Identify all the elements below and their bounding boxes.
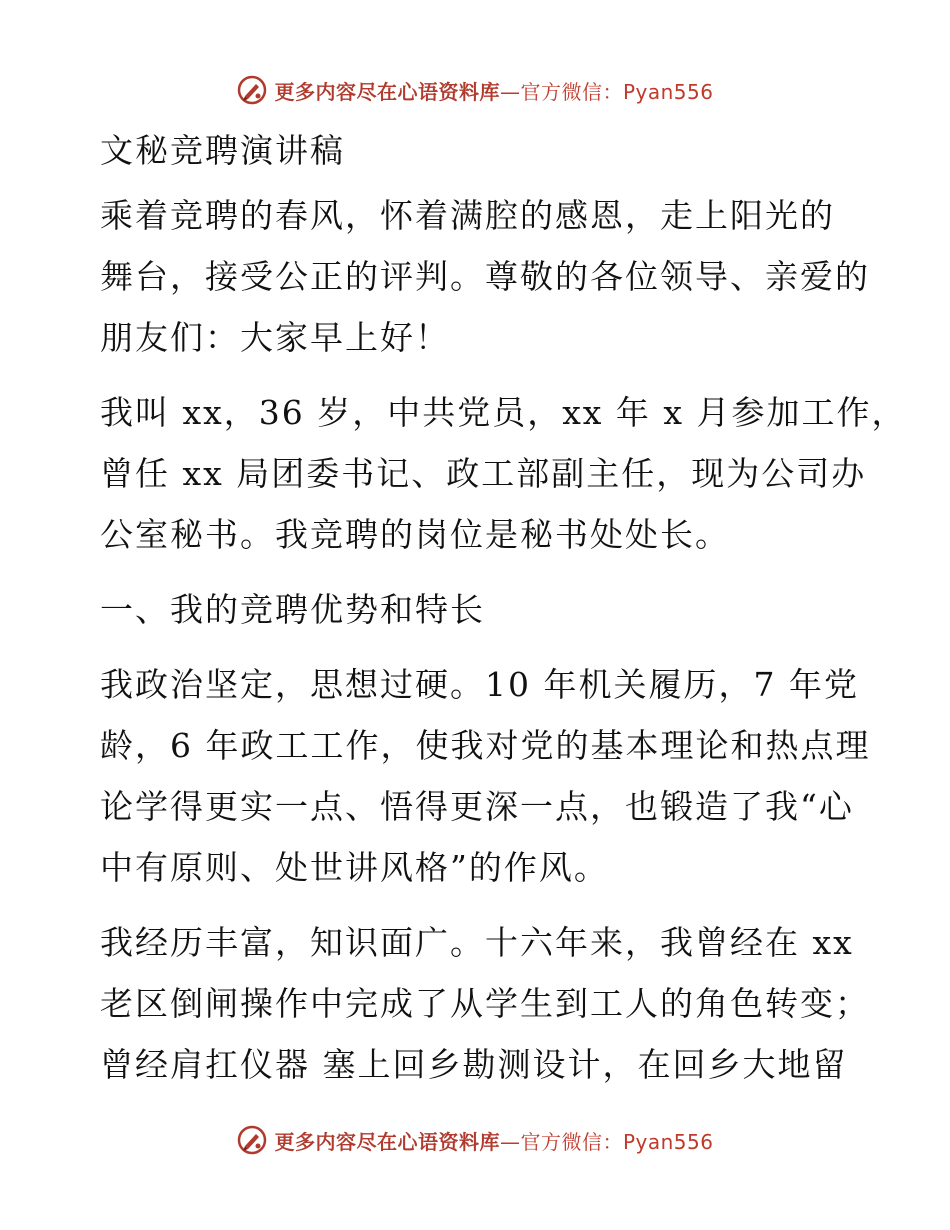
text-line: 曾任 xx 局团委书记、政工部副主任，现为公司办 xyxy=(100,454,867,493)
document-title: 文秘竞聘演讲稿 xyxy=(100,131,345,170)
paragraph-experience xyxy=(100,912,870,1095)
text-line: 一、我的竞聘优势和特长 xyxy=(100,590,485,629)
text-line: 乘着竞聘的春风，怀着满腔的感恩，走上阳光的 xyxy=(100,196,835,235)
pen-logo-icon xyxy=(236,74,268,106)
document-body xyxy=(100,120,907,1109)
footer-watermark xyxy=(0,1120,950,1160)
text-line: 龄，6 年政工工作，使我对党的基本理论和热点理 xyxy=(100,726,871,765)
section-heading xyxy=(100,579,840,640)
text-line: 我经历丰富，知识面广。十六年来，我曾经在 xx xyxy=(100,923,854,962)
paragraph-greeting xyxy=(100,185,870,368)
paragraph-political xyxy=(100,654,871,898)
watermark-brand: 更多内容尽在心语资料库 xyxy=(274,79,500,104)
text-line: 我叫 xx，36 岁，中共党员，xx 年 x 月参加工作， xyxy=(100,393,907,432)
paragraph-introduction xyxy=(100,382,907,565)
header-watermark-text xyxy=(274,76,713,105)
text-line: 中有原则、处世讲风格”的作风。 xyxy=(100,848,609,887)
text-line: 朋友们：大家早上好！ xyxy=(100,318,450,357)
text-line: 曾经肩扛仪器 塞上回乡勘测设计，在回乡大地留 xyxy=(100,1045,848,1084)
pen-logo-icon xyxy=(236,1124,268,1156)
text-line: 论学得更实一点、悟得更深一点，也锻造了我“心 xyxy=(100,787,854,826)
text-line: 公室秘书。我竞聘的岗位是秘书处处长。 xyxy=(100,515,730,554)
text-line: 我政治坚定，思想过硬。10 年机关履历，7 年党 xyxy=(100,665,859,704)
header-watermark xyxy=(0,70,950,110)
watermark-brand: 更多内容尽在心语资料库 xyxy=(274,1129,500,1154)
text-line: 舞台，接受公正的评判。尊敬的各位领导、亲爱的 xyxy=(100,257,870,296)
watermark-contact: —官方微信：Pyan556 xyxy=(499,1129,714,1154)
footer-watermark-text xyxy=(274,1126,713,1155)
watermark-contact: —官方微信：Pyan556 xyxy=(499,79,714,104)
text-line: 老区倒闸操作中完成了从学生到工人的角色转变； xyxy=(100,984,870,1023)
